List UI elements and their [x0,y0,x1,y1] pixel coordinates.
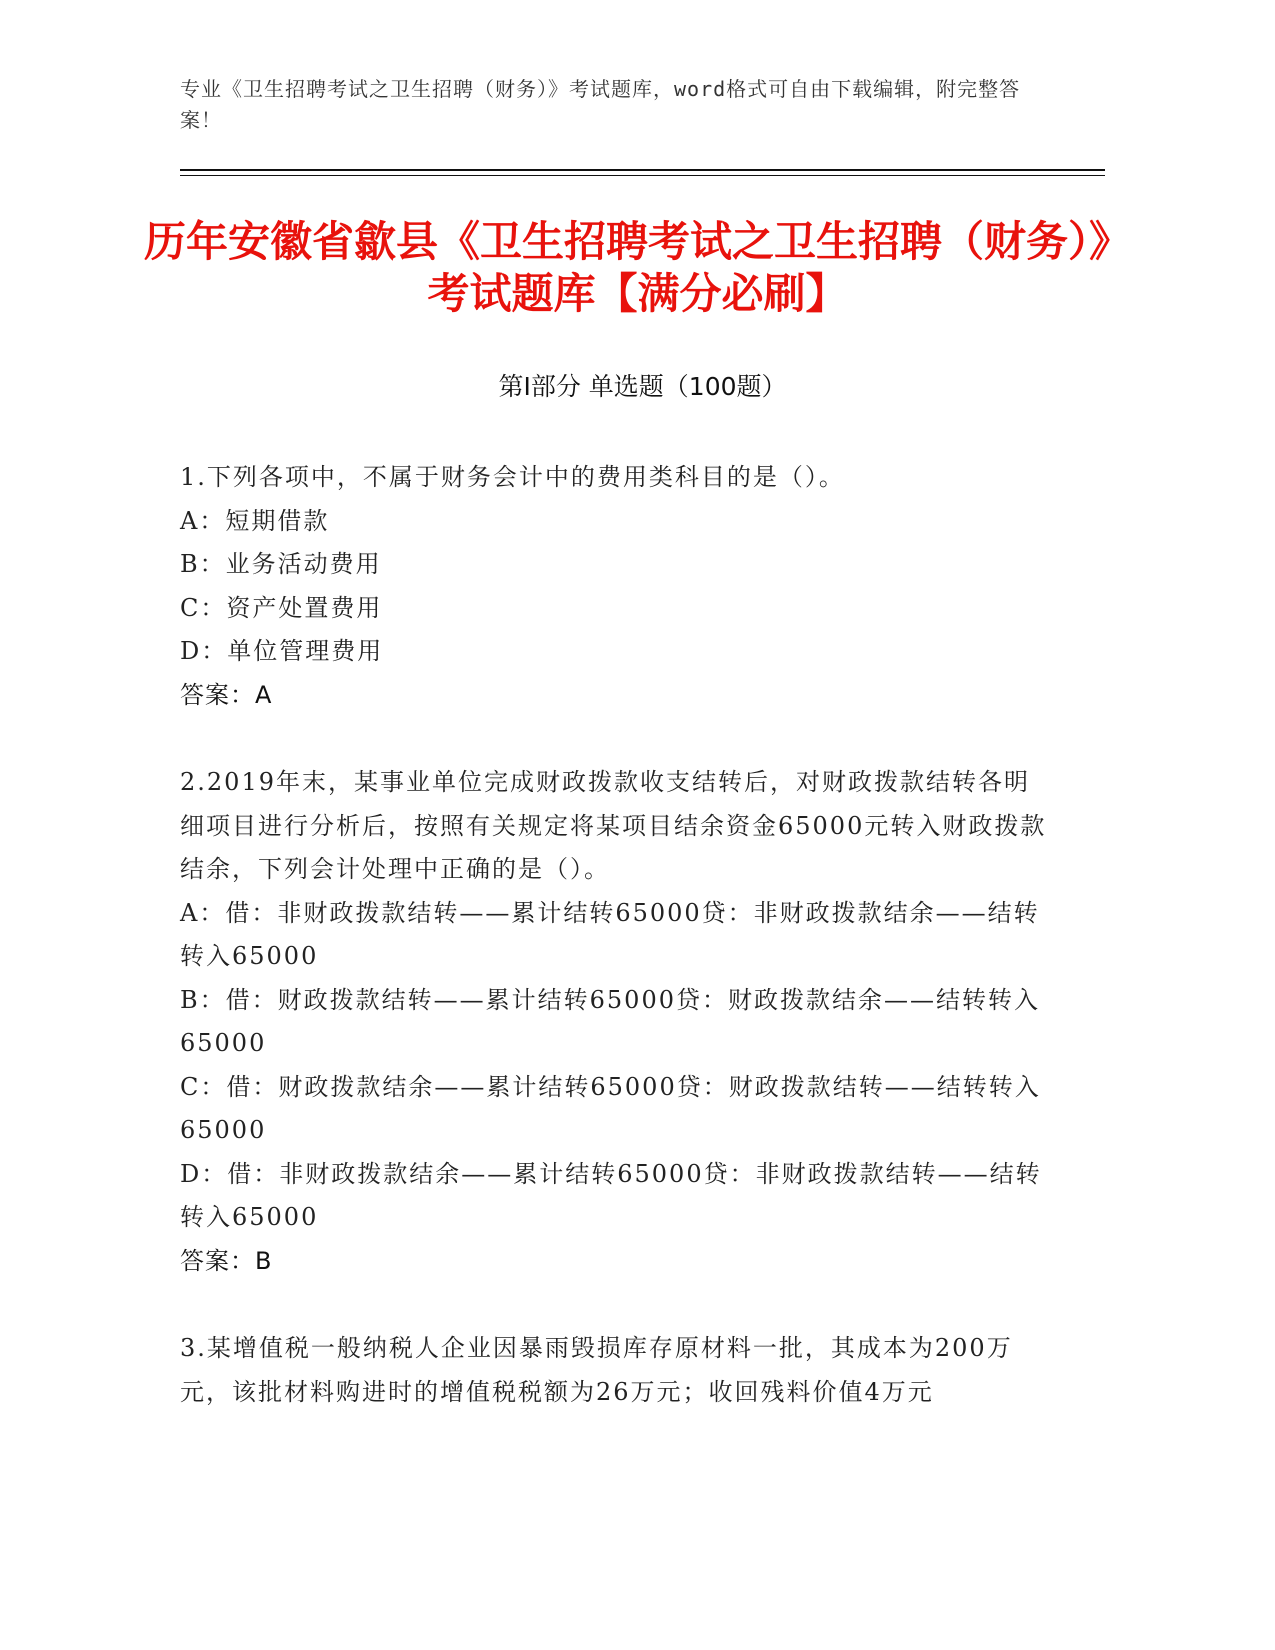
option-b: B：借：财政拨款结转——累计结转65000贷：财政拨款结余——结转转入65000 [180,985,1040,1057]
option-c: C：资产处置费用 [180,593,383,622]
header-note: 专业《卫生招聘考试之卫生招聘（财务）》考试题库，word格式可自由下载编辑，附完整答案！ [180,77,1021,132]
document-title: 历年安徽省歙县《卫生招聘考试之卫生招聘（财务）》考试题库【满分必刷】 [143,217,1131,318]
option-c: C：借：财政拨款结余——累计结转65000贷：财政拨款结转——结转转入65000 [180,1072,1041,1144]
header-divider-thin [180,175,1105,176]
option-d: D：借：非财政拨款结余——累计结转65000贷：非财政拨款结转——结转转入65000 [180,1159,1042,1231]
section-title: 第Ⅰ部分 单选题（100题） [498,372,787,401]
answer-line [180,674,1050,718]
option-a: A：短期借款 [180,506,330,535]
question-3 [180,1327,1050,1414]
answer-label: 答案： [180,1246,255,1275]
answer-value: B [255,1246,272,1275]
option-a: A：借：非财政拨款结转——累计结转65000贷：非财政拨款结余——结转转入65000 [180,898,1040,970]
option-d: D：单位管理费用 [180,637,384,665]
question-2 [180,761,1050,1283]
question-stem: 3.某增值税一般纳税人企业因暴雨毁损库存原材料一批，其成本为200万元，该批材料购进时的增值税税额为26万元；收回残料价值4万元 [180,1334,1013,1406]
answer-line [180,1240,1050,1284]
option-b: B：业务活动费用 [180,550,382,578]
question-stem: 1.下列各项中，不属于财务会计中的费用类科目的是（）。 [180,463,845,491]
header-divider [180,169,1105,171]
question-1 [180,456,1050,717]
answer-label: 答案： [180,680,255,709]
answer-value: A [255,680,272,709]
question-stem: 2.2019年末，某事业单位完成财政拨款收支结转后，对财政拨款结转各明细项目进行分析后，按照有关规定将某项目结余资金65000元转入财政拨款结余，下列会计处理中正确的是（）。 [180,768,1047,883]
